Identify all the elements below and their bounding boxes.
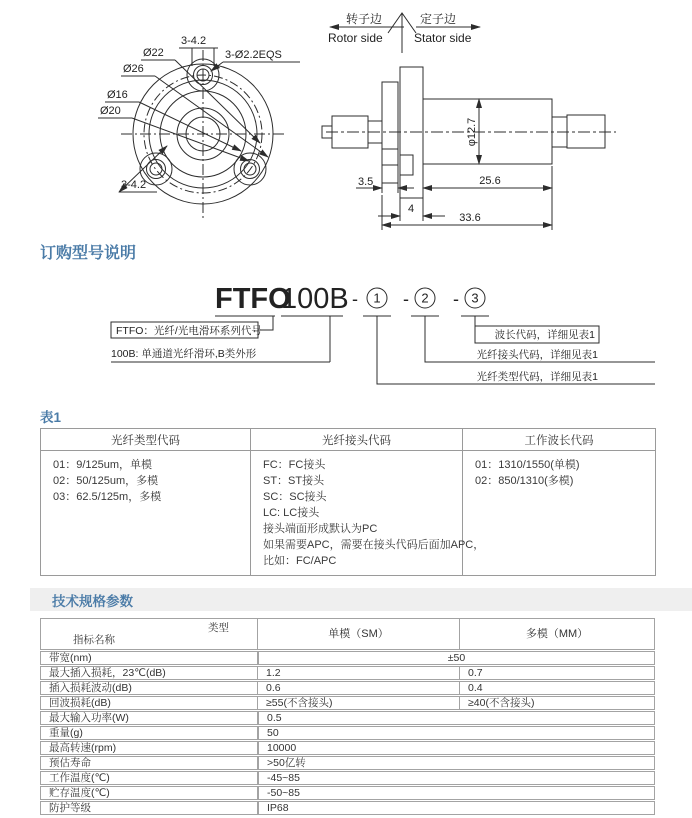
specs-title-band — [30, 588, 692, 611]
svg-text:-: - — [453, 289, 459, 309]
table1-fiber-type-cell: 01：9/125um，单模 02：50/125um，多模 03：62.5/125m，多模 — [41, 451, 251, 576]
specs-header-row — [40, 618, 655, 650]
placeholder-1: 1 — [373, 290, 381, 306]
model-prefix: FTFO — [215, 283, 291, 315]
table1-header-fiber-type: 光纤类型代码 — [41, 429, 251, 451]
callout-connector: 光纤接头代码，详细见表1 — [476, 349, 598, 361]
ordering-diagram — [30, 278, 692, 400]
specs-table — [40, 617, 655, 816]
callout-ftfo: FTFO：光纤/光电滑环系列代号 — [116, 325, 262, 337]
svg-text:-: - — [403, 289, 409, 309]
dim-33-6-label: 33.6 — [459, 212, 481, 224]
table1-connector-cell: FC：FC接头 ST：ST接头 SC：SC接头 LC: LC接头 接头端面形成默认为PC 如果需要APC，需要在接头代码后面加APC， 比如：FC/APC — [251, 451, 463, 576]
corner-metric-label: 指标名称 — [73, 634, 115, 646]
spec-row-max-speed: 最高转速(rpm) 10000 — [40, 741, 655, 755]
spec-row-estimated-life: 预估寿命 >50亿转 — [40, 756, 655, 770]
corner-type-label: 类型 — [208, 622, 229, 634]
callout-100b: 100B: 单通道光纤滑环,B类外形 — [111, 348, 257, 360]
specs-corner-cell — [40, 618, 258, 650]
callout-wavelength: 波长代码，详细见表1 — [494, 329, 595, 341]
spec-row-protection-rating: 防护等级 IP68 — [40, 801, 655, 815]
side-view-drawing — [318, 5, 692, 237]
dim-4-label: 4 — [407, 203, 415, 215]
spec-row-bandwidth: 带宽(nm) ±50 — [40, 651, 655, 665]
spec-row-insertion-loss-ripple: 插入损耗波动(dB) 0.6 0.4 — [40, 681, 655, 695]
placeholder-2: 2 — [421, 290, 429, 306]
table1 — [40, 428, 656, 576]
table1-title: 表1 — [40, 410, 62, 425]
dim-bottom-holes-label: 3-4.2 — [121, 179, 147, 191]
callout-fiber: 光纤类型代码，详细见表1 — [476, 371, 598, 383]
spec-row-weight: 重量(g) 50 — [40, 726, 655, 740]
dia26-label: Ø26 — [123, 63, 144, 75]
dia22-label: Ø22 — [143, 47, 164, 59]
placeholder-3: 3 — [471, 290, 479, 306]
dim-3-5-label: 3.5 — [358, 176, 374, 188]
dim-eqs-holes-label: 3-Ø2.2EQS — [225, 49, 282, 61]
shaft-diameter-label: φ12.7 — [466, 117, 478, 147]
svg-text:-: - — [352, 289, 358, 309]
spec-row-operating-temp: 工作温度(℃) -45~85 — [40, 771, 655, 785]
table1-header-row — [41, 429, 656, 451]
spec-row-max-insertion-loss: 最大插入损耗，23℃(dB) 1.2 0.7 — [40, 666, 655, 680]
spec-row-storage-temp: 贮存温度(℃) -50~85 — [40, 786, 655, 800]
specs-header-sm: 单模（SM） — [258, 618, 460, 650]
dim-top-holes-label: 3-4.2 — [181, 35, 207, 47]
dia20-label: Ø20 — [100, 105, 121, 117]
spec-row-max-input-power: 最大输入功率(W) 0.5 — [40, 711, 655, 725]
dia16-label: Ø16 — [107, 89, 128, 101]
ordering-section-title: 订购型号说明 — [40, 245, 137, 262]
stator-side-en-label: Stator side — [414, 31, 472, 45]
model-body: 100B — [281, 283, 349, 315]
specs-header-mm: 多模（MM） — [460, 618, 655, 650]
rotor-side-cn-label: 转子边 — [346, 12, 383, 26]
spec-row-return-loss: 回波损耗(dB) ≥55(不含接头) ≥40(不含接头) — [40, 696, 655, 710]
table1-header-connector: 光纤接头代码 — [251, 429, 463, 451]
table1-header-wavelength: 工作波长代码 — [463, 429, 656, 451]
rotor-side-en-label: Rotor side — [328, 31, 383, 45]
dim-25-6-label: 25.6 — [479, 175, 501, 187]
specs-section-title: 技术规格参数 — [52, 593, 133, 609]
table1-body-row — [41, 451, 656, 576]
front-view-drawing — [55, 22, 355, 240]
table1-wavelength-cell: 01：1310/1550(单模) 02：850/1310(多模) — [463, 451, 656, 576]
stator-side-cn-label: 定子边 — [420, 12, 457, 26]
